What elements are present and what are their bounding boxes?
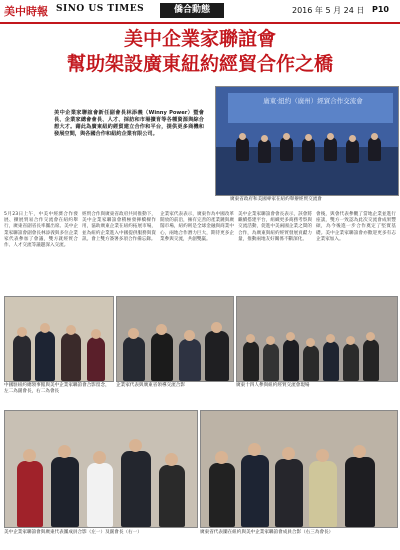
person-face [349,135,356,142]
newspaper-logo: 美中時報 [4,5,48,18]
body-column-5: 會後，與會代表參觀了當地企業並進行座談，雙方一致認為此次交流會成果豐碩，為今後進一步合作奠定了堅實基礎。美中企業家聯誼會亦歡迎更多有志企業家加入。 [316,212,396,242]
photo-caption: 中國駐紐約總領事館與美中企業家聯誼會合影留念，左二為副會長，右二為會長 [4,383,110,394]
group-photo-3 [236,296,398,382]
person-face [261,135,268,142]
person-figure [302,138,315,162]
section-label: 僑合動態 [160,3,224,18]
person-face [327,133,334,140]
person-figure [258,139,271,163]
person-figure [280,137,293,161]
photo-caption: 廣東省代表團在紐約與美中企業家聯誼會成員合影（右三為會長） [200,530,334,535]
person-figure [346,139,359,163]
headline-line-1: 美中企業家聯誼會 [123,28,276,50]
conference-banner-text: 廣東·紐約（廣州）經貿合作交流會 [263,97,363,105]
photo-caption: 廣東省政府和美國專家在紐約舉辦經貿交流會 [230,197,322,202]
body-column-4: 美中企業家聯誼會會長表示，該會將繼續搭建平台，組織更多商務考察與交流活動，促進中美兩國企業之間的合作，為廣東與紐約經貿發展貢獻力量，推動兩地友好關係不斷深化。 [238,212,312,242]
page-header [0,0,400,24]
group-photo-5 [200,410,398,528]
group-photo-2 [116,296,234,382]
person-face [239,133,246,140]
photo-caption: 美中企業家聯誼會與廣東代表團成員合影（左一）及副會長（右一） [4,530,142,535]
body-column-3: 企業家代表表示，廣東作為中國改革開放的前沿，擁有完善的產業鏈與廣闊市場，紐約則是全球金融與商業中心，兩地合作潛力巨大，期待更多企業參與交流，共創雙贏。 [160,212,234,242]
photo-caption: 廣東十四人參與紐約經貿交流會現場 [236,383,310,388]
conference-photo [215,86,399,196]
person-figure [368,137,381,161]
person-face [283,133,290,140]
issue-date: 2016 年 5 月 24 日 [292,6,365,15]
group-photo-4 [4,410,198,528]
group-photo-1 [4,296,114,382]
person-face [371,133,378,140]
body-column-2: 經貿合作與廣東省政府共同推動下，美中企業家聯誼會積極發揮橋樑作用，協助廣東企業在紐約拓展市場，並為紐約企業進入中國提供服務與資訊。會上雙方簽署多項合作備忘錄。 [82,212,156,242]
person-figure [236,137,249,161]
photo-caption: 企業家代表與廣東省領導交流合影 [116,383,185,388]
body-column-1: 5月23日上午，中美中經濟合作發展、擴展貿易合作交流會在紐約舉行，廣東省副省長率團出席。美中企業家聯誼會副會長林添義與多位企業家代表參加了會議，雙方就經貿合作、人才交流等議題深入交流。 [4,212,78,249]
headline-line-2: 幫助架設廣東紐約經貿合作之橋 [66,53,333,75]
person-face [305,134,312,141]
newspaper-brand: SINO US TIMES [56,4,145,14]
person-figure [324,137,337,161]
article-intro: 美中企業家聯誼會新任副會長林添義（Winny Power）暨會長、企業家總會會長、人才、採訪和市場擴育等各種資源與綜合想大才。藉此為廣東紐約經貿建立合作和平台，提供更多商機和發展空間，與各國合作和紐約企業有限公司。 [54,110,204,137]
page-number: P10 [372,5,389,14]
